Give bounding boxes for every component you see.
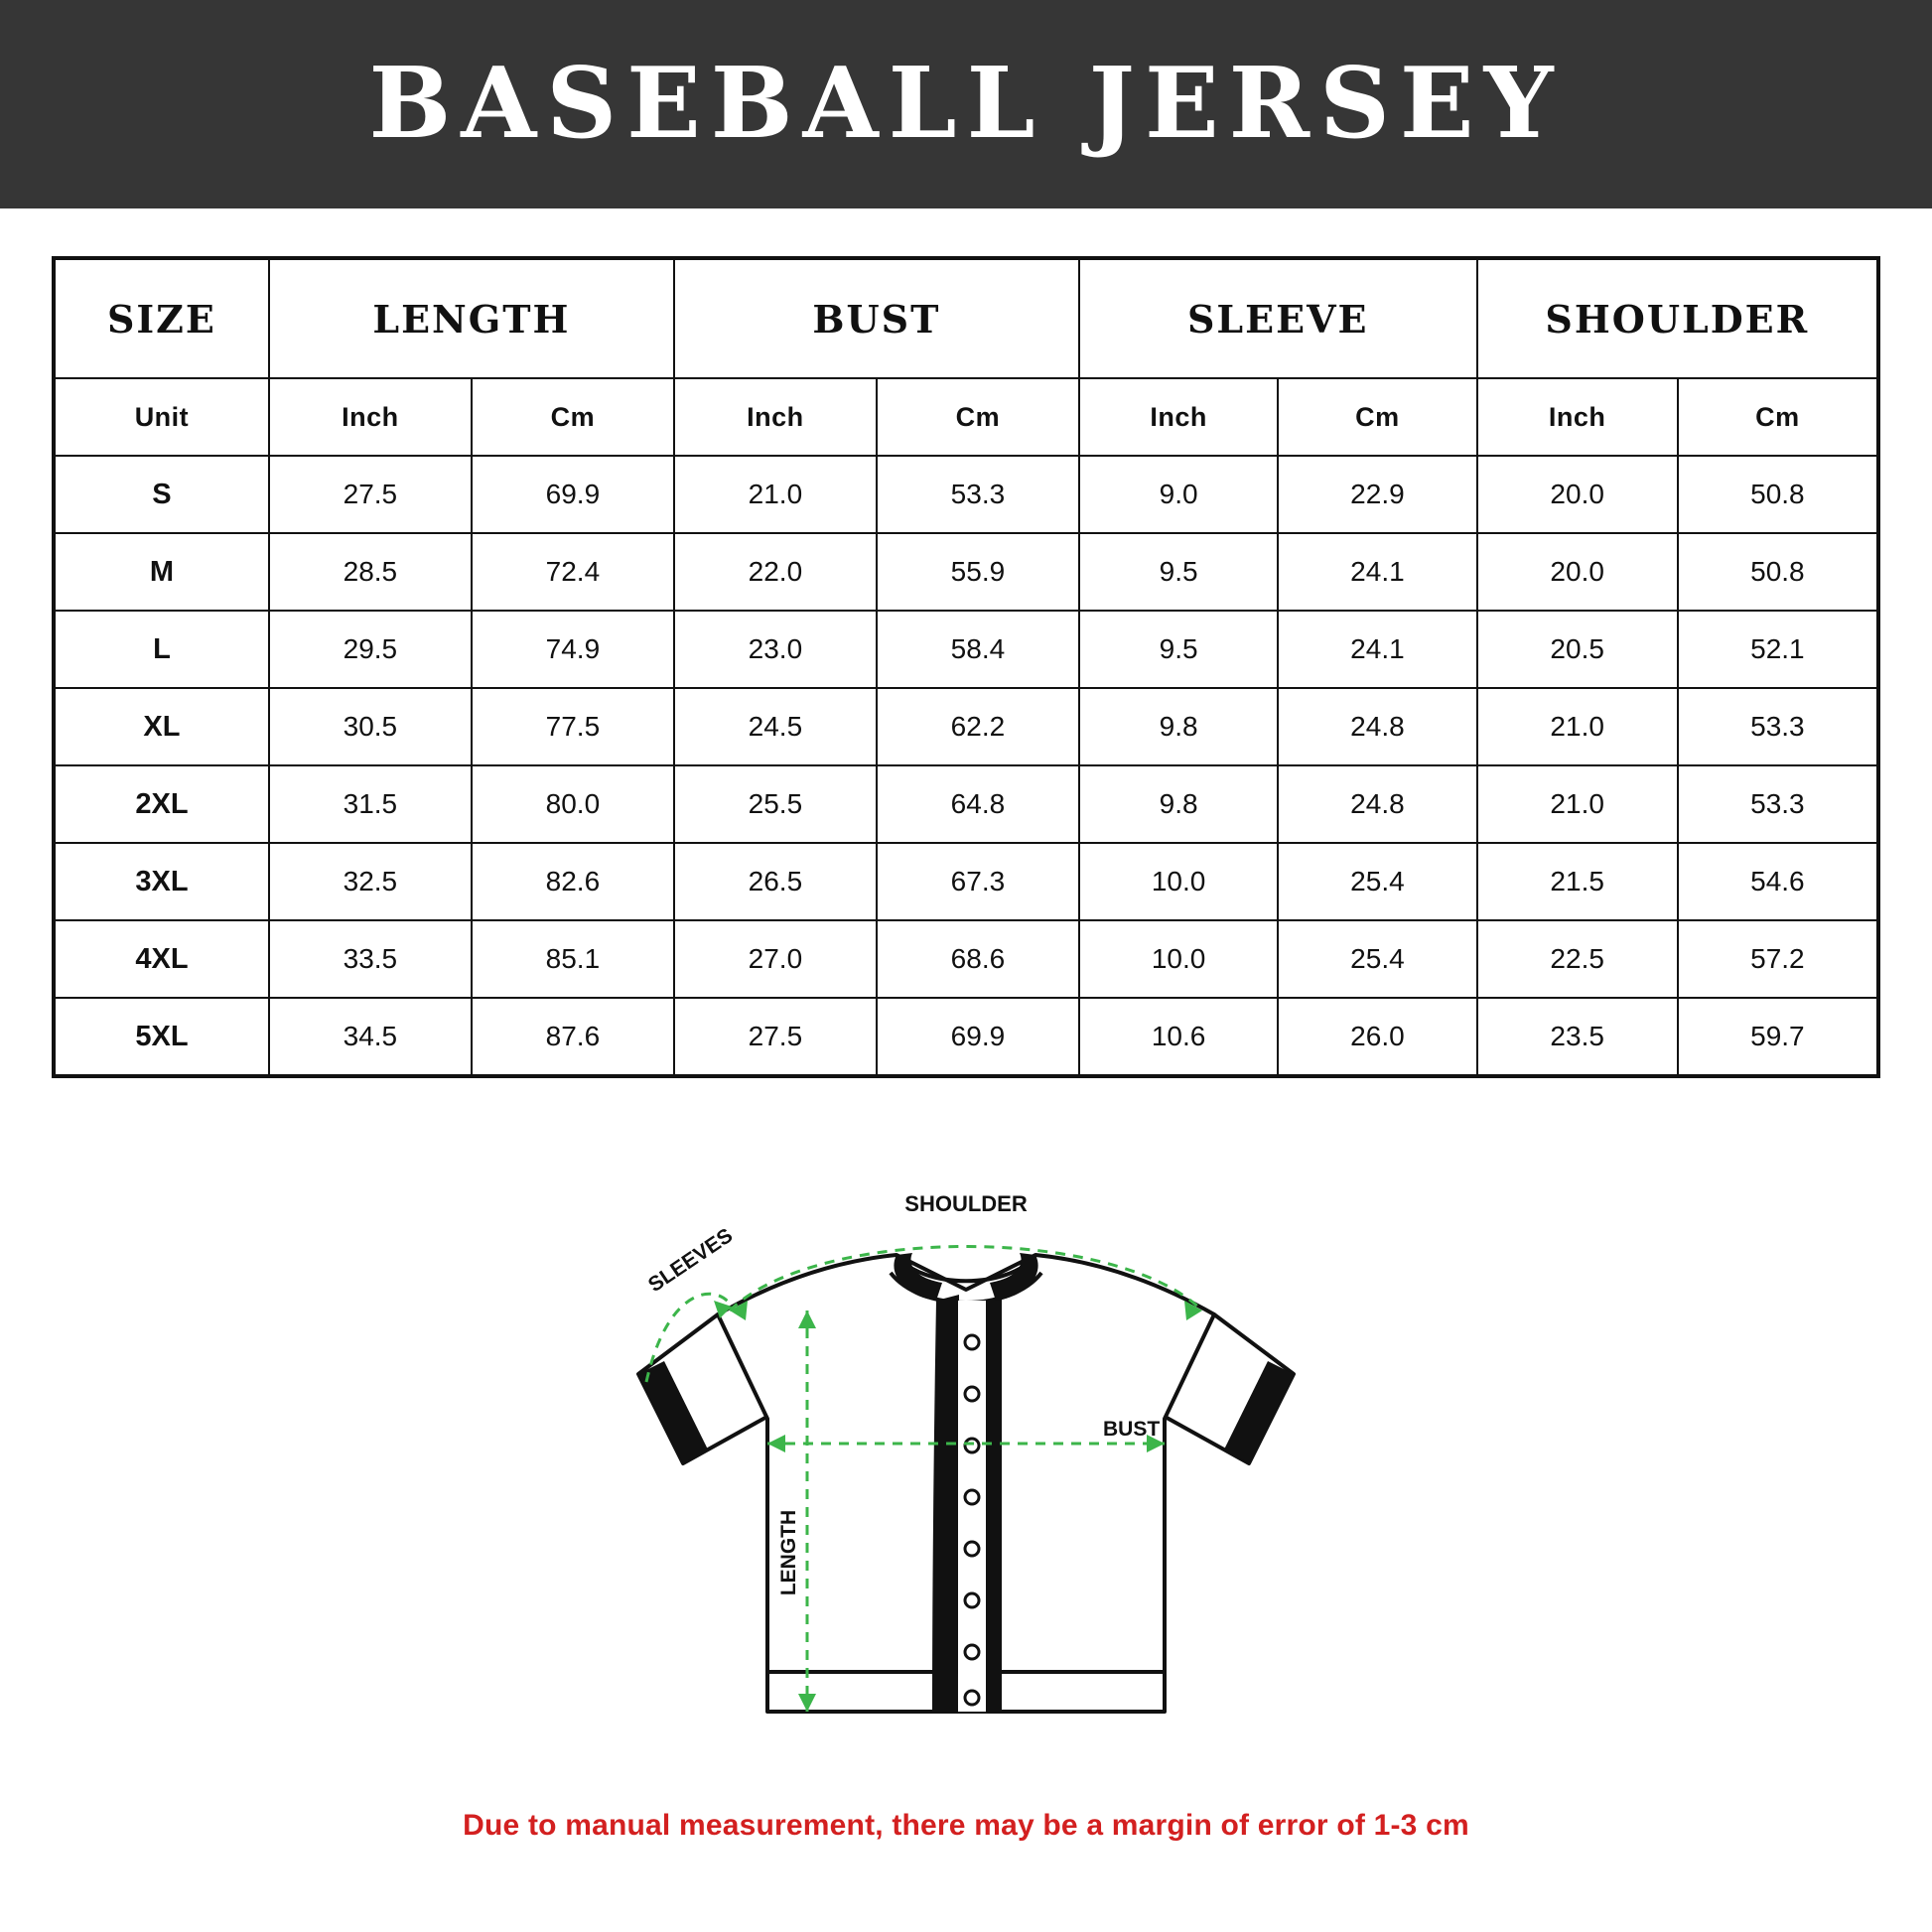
cell-sleeve-cm: 24.8 [1278,765,1476,843]
cell-length-inch: 32.5 [269,843,472,920]
cell-sleeve-cm: 24.8 [1278,688,1476,765]
cell-sleeve-cm: 24.1 [1278,611,1476,688]
cell-length-cm: 82.6 [472,843,674,920]
cell-sleeve-cm: 25.4 [1278,920,1476,998]
group-header-sleeve: SLEEVE [1079,258,1477,378]
cell-sleeve-inch: 9.5 [1079,533,1278,611]
cell-length-inch: 29.5 [269,611,472,688]
cell-bust-inch: 27.0 [674,920,877,998]
cell-shoulder-inch: 20.0 [1477,533,1678,611]
cell-shoulder-inch: 20.5 [1477,611,1678,688]
cell-shoulder-cm: 50.8 [1678,533,1878,611]
unit-shoulder-cm: Cm [1678,378,1878,456]
cell-sleeve-inch: 9.0 [1079,456,1278,533]
unit-length-inch: Inch [269,378,472,456]
cell-shoulder-inch: 22.5 [1477,920,1678,998]
cell-length-cm: 85.1 [472,920,674,998]
cell-length-inch: 28.5 [269,533,472,611]
table-row [54,920,1878,998]
cell-length-cm: 72.4 [472,533,674,611]
jersey-measurement-diagram [0,1116,1932,1842]
cell-size: M [54,533,269,611]
cell-shoulder-cm: 52.1 [1678,611,1878,688]
cell-bust-cm: 69.9 [877,998,1079,1076]
cell-sleeve-cm: 25.4 [1278,843,1476,920]
cell-length-cm: 74.9 [472,611,674,688]
cell-shoulder-cm: 54.6 [1678,843,1878,920]
cell-bust-cm: 64.8 [877,765,1079,843]
cell-bust-inch: 27.5 [674,998,877,1076]
cell-length-cm: 80.0 [472,765,674,843]
cell-bust-cm: 62.2 [877,688,1079,765]
cell-size: 3XL [54,843,269,920]
cell-sleeve-cm: 26.0 [1278,998,1476,1076]
group-header-size: SIZE [54,258,269,378]
unit-shoulder-inch: Inch [1477,378,1678,456]
label-shoulder: SHOULDER [904,1191,1028,1216]
table-row [54,533,1878,611]
page-title: BASEBALL JERSEY [368,47,1564,161]
cell-length-inch: 30.5 [269,688,472,765]
unit-bust-inch: Inch [674,378,877,456]
cell-size: L [54,611,269,688]
cell-shoulder-inch: 21.5 [1477,843,1678,920]
unit-length-cm: Cm [472,378,674,456]
cell-bust-cm: 67.3 [877,843,1079,920]
cell-bust-cm: 53.3 [877,456,1079,533]
page-header [0,0,1932,208]
cell-length-inch: 33.5 [269,920,472,998]
cell-sleeve-cm: 22.9 [1278,456,1476,533]
cell-shoulder-cm: 50.8 [1678,456,1878,533]
cell-sleeve-inch: 10.0 [1079,843,1278,920]
size-chart-table [52,256,1880,1078]
cell-length-inch: 27.5 [269,456,472,533]
group-header-length: LENGTH [269,258,674,378]
cell-shoulder-cm: 53.3 [1678,765,1878,843]
cell-size: S [54,456,269,533]
cell-sleeve-inch: 9.5 [1079,611,1278,688]
cell-shoulder-inch: 20.0 [1477,456,1678,533]
size-chart-section [0,208,1932,1078]
cell-shoulder-cm: 57.2 [1678,920,1878,998]
unit-label: Unit [54,378,269,456]
unit-bust-cm: Cm [877,378,1079,456]
cell-shoulder-cm: 59.7 [1678,998,1878,1076]
group-header-bust: BUST [674,258,1079,378]
table-unit-row [54,378,1878,456]
cell-shoulder-inch: 21.0 [1477,688,1678,765]
table-group-header-row [54,258,1878,378]
unit-sleeve-cm: Cm [1278,378,1476,456]
cell-length-cm: 69.9 [472,456,674,533]
cell-bust-inch: 24.5 [674,688,877,765]
table-row [54,456,1878,533]
cell-shoulder-inch: 23.5 [1477,998,1678,1076]
cell-sleeve-inch: 10.6 [1079,998,1278,1076]
cell-sleeve-inch: 9.8 [1079,765,1278,843]
cell-bust-inch: 21.0 [674,456,877,533]
cell-length-inch: 31.5 [269,765,472,843]
cell-size: 5XL [54,998,269,1076]
cell-length-cm: 87.6 [472,998,674,1076]
label-length: LENGTH [777,1509,800,1596]
cell-length-inch: 34.5 [269,998,472,1076]
cell-bust-cm: 58.4 [877,611,1079,688]
group-header-shoulder: SHOULDER [1477,258,1878,378]
cell-sleeve-inch: 10.0 [1079,920,1278,998]
cell-size: 2XL [54,765,269,843]
cell-bust-inch: 25.5 [674,765,877,843]
table-row [54,843,1878,920]
table-row [54,688,1878,765]
cell-bust-inch: 23.0 [674,611,877,688]
measurement-note: Due to manual measurement, there may be a margin of error of 1-3 cm [463,1809,1469,1842]
cell-size: XL [54,688,269,765]
cell-bust-inch: 22.0 [674,533,877,611]
cell-shoulder-inch: 21.0 [1477,765,1678,843]
unit-sleeve-inch: Inch [1079,378,1278,456]
cell-size: 4XL [54,920,269,998]
jersey-diagram-svg [470,1116,1462,1801]
table-row [54,998,1878,1076]
cell-sleeve-cm: 24.1 [1278,533,1476,611]
label-sleeves: SLEEVES [643,1223,738,1298]
cell-bust-cm: 68.6 [877,920,1079,998]
cell-length-cm: 77.5 [472,688,674,765]
cell-bust-cm: 55.9 [877,533,1079,611]
table-row [54,765,1878,843]
cell-shoulder-cm: 53.3 [1678,688,1878,765]
cell-sleeve-inch: 9.8 [1079,688,1278,765]
cell-bust-inch: 26.5 [674,843,877,920]
label-bust: BUST [1103,1418,1161,1441]
table-row [54,611,1878,688]
